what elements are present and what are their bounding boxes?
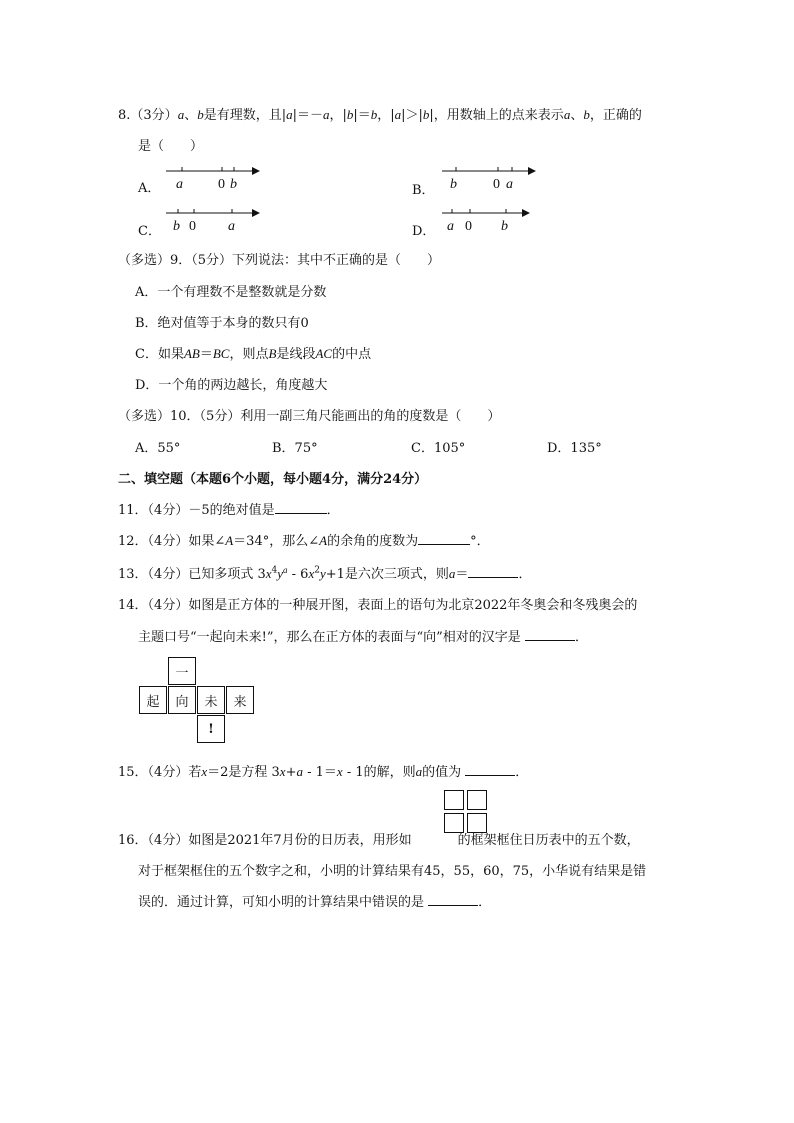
q8-option-c-label: C．: [138, 224, 161, 239]
q8-c-mark-b: b: [173, 219, 180, 234]
q9-option-c: C．如果AB＝BC，则点B是线段AC的中点: [135, 346, 372, 362]
q10-option-b: B．75°: [272, 441, 318, 456]
q11: 11．（4分）－5的绝对值是 ．: [118, 503, 340, 518]
q16-line3: 误的．通过计算，可知小明的计算结果中错误的是 ．: [138, 895, 492, 910]
q10-stem: （多选）10．（5分）利用一副三角尺能画出的角的度数是（ ）: [118, 409, 501, 424]
q11-answer-blank[interactable]: [275, 501, 327, 514]
cube-cell-left: 起: [139, 686, 167, 714]
q13-answer-blank[interactable]: [468, 565, 518, 578]
q12-answer-blank[interactable]: [418, 532, 470, 545]
q8-d-mark-0: 0: [465, 219, 472, 234]
q8-b-mark-a: a: [506, 177, 513, 192]
q8-a-mark-b: b: [230, 177, 237, 192]
q10-option-c: C．105°: [411, 441, 466, 456]
q8-line2: 是（ ）: [138, 139, 204, 154]
q8-d-mark-a: a: [447, 219, 454, 234]
cube-net: [139, 657, 259, 747]
q8-a-mark-a: a: [176, 177, 183, 192]
q10-option-a: A．55°: [135, 441, 181, 456]
q9-option-d: D．一个角的两边越长，角度越大: [135, 378, 328, 393]
q8-option-a-numberline: [160, 163, 270, 193]
cube-cell-right1: 未: [197, 686, 225, 714]
q14-line2: 主题口号“一起向未来!”，那么在正方体的表面与“向”相对的汉字是 ．: [138, 630, 588, 645]
cube-cell-bottom: !: [197, 715, 225, 743]
cross-frame-icon: [444, 790, 490, 836]
q13: 13．（4分）已知多项式 $3x^4y^a - 6x^2y+1$是六次三项式，则a＝ ．: [118, 564, 532, 582]
q16-line1: 16．（4分）如图是2021年7月份的日历表，用形如 的框架框住日历表中的五个数，: [118, 833, 640, 848]
q8-c-mark-a: a: [228, 219, 235, 234]
q16-answer-blank[interactable]: [428, 893, 478, 906]
q10-option-d: D．135°: [547, 441, 602, 456]
cube-cell-right2: 来: [226, 686, 254, 714]
q8-option-d-numberline: [436, 205, 546, 235]
q9-option-a: A．一个有理数不是整数就是分数: [135, 285, 327, 300]
q14-answer-blank[interactable]: [525, 628, 575, 641]
q14-line1: 14．（4分）如图是正方体的一种展开图，表面上的语句为北京2022年冬奥会和冬残奥会的: [118, 598, 638, 613]
q8-b-mark-b: b: [450, 177, 457, 192]
q12: 12．（4分）如果∠A＝34°，那么∠A的余角的度数为 °．: [118, 533, 490, 549]
q8-option-d-label: D．: [412, 224, 436, 239]
q8-line1: 8.（3分）a、b是有理数，且|a|＝－a，|b|＝b，|a|＞|b|，用数轴上的点来表示a、b，正确的: [118, 107, 642, 123]
section-title: 二、填空题（本题6个小题，每小题4分，满分24分）: [118, 472, 428, 487]
q8-a-mark-0: 0: [218, 177, 225, 192]
q8-d-mark-b: b: [501, 219, 508, 234]
q8-b-mark-0: 0: [493, 177, 500, 192]
cube-cell-top: 一: [168, 657, 196, 685]
cube-cell-center: 向: [168, 686, 196, 714]
q15: 15．（4分）若x＝2是方程 3x+a - 1＝x - 1的解，则a的值为 ．: [118, 764, 529, 780]
q9-option-b: B．绝对值等于本身的数只有0: [135, 316, 309, 331]
q8-option-b-numberline: [436, 163, 546, 193]
q8-option-b-label: B．: [412, 183, 435, 198]
q16-line2: 对于框架框住的五个数字之和，小明的计算结果有45，55，60，75，小华说有结果是错: [138, 864, 647, 879]
q8-option-c-numberline: [160, 205, 270, 235]
q15-answer-blank[interactable]: [465, 763, 515, 776]
q8-option-a-label: A．: [138, 181, 161, 196]
q8-c-mark-0: 0: [189, 219, 196, 234]
q9-stem: （多选）9．（5分）下列说法：其中不正确的是（ ）: [118, 253, 441, 268]
